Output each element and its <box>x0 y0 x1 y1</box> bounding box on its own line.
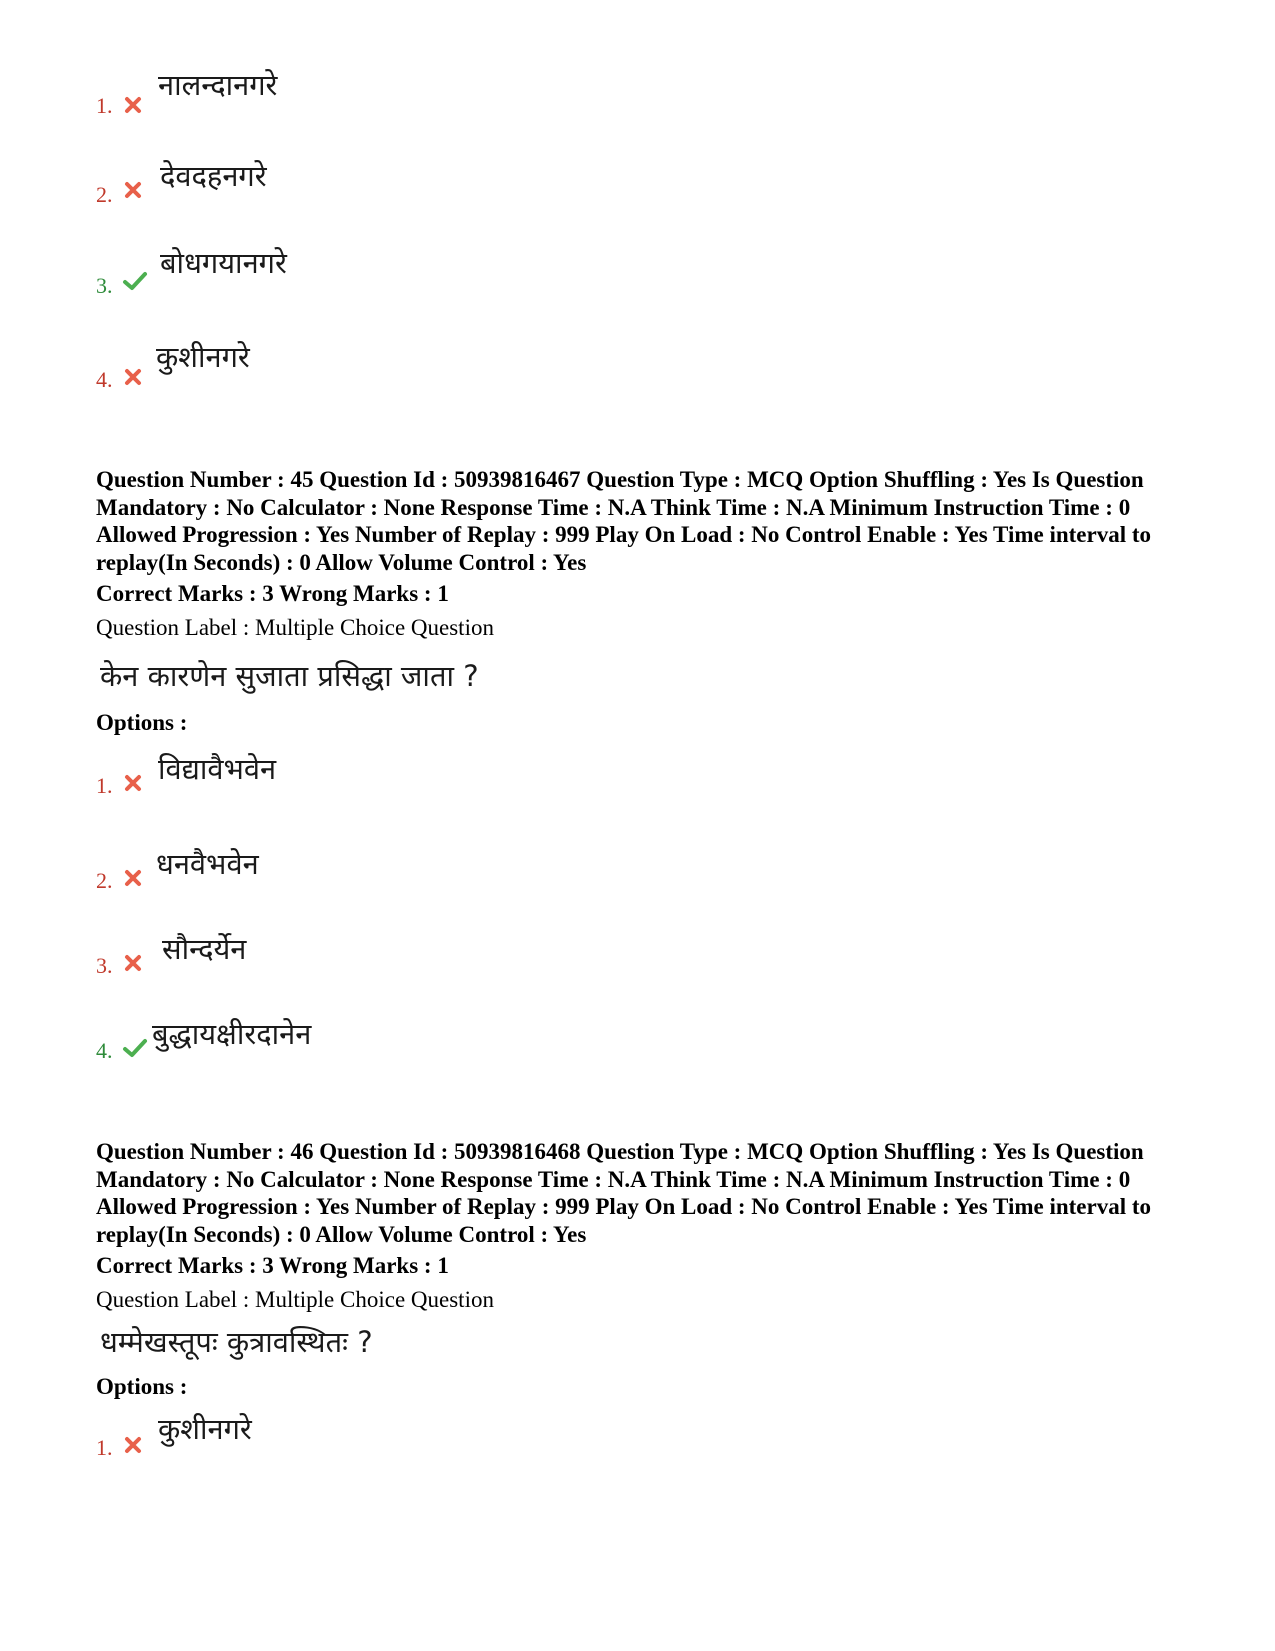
cross-icon <box>122 867 144 889</box>
cross-icon <box>122 94 144 116</box>
cross-icon <box>122 772 144 794</box>
cross-icon <box>122 366 144 388</box>
question-meta: Question Number : 46 Question Id : 50939816468 Question Type : MCQ Option Shuffling : Yes Is Question Mandatory : No Calculator : None Response Time : N.A Think Time : N.A Minimum Instruction Time : 0 Allowed Progression : Yes Number of Replay : 999 Play On Load : No Control Enable : Yes Time interval to replay(In Seconds) : 0 Allow Volume Control : Yes <box>96 1139 1152 1247</box>
option-text: देवदहनगरे <box>160 159 267 193</box>
option-text: बोधगयानगरे <box>160 246 287 280</box>
option-row <box>96 159 596 225</box>
option-number: 2. <box>96 182 113 207</box>
option-row <box>96 847 596 915</box>
option-row <box>96 246 596 316</box>
option-text: सौन्दर्येन <box>162 932 247 966</box>
question-text: केन कारणेन सुजाता प्रसिद्धा जाता ? <box>100 659 479 693</box>
option-text: बुद्धायक्षीरदानेन <box>152 1017 312 1051</box>
option-row <box>96 932 596 1000</box>
option-row <box>96 68 596 136</box>
option-number: 2. <box>96 868 113 893</box>
option-row <box>96 1412 596 1482</box>
check-icon <box>122 270 148 292</box>
check-icon <box>122 1037 148 1059</box>
marks-line: Correct Marks : 3 Wrong Marks : 1 <box>96 1253 449 1278</box>
question-text: धम्मेखस्तूपः कुत्रावस्थितः ? <box>100 1325 373 1359</box>
options-heading: Options : <box>96 1374 188 1399</box>
option-number: 1. <box>96 1435 113 1460</box>
marks-line: Correct Marks : 3 Wrong Marks : 1 <box>96 581 449 606</box>
option-row <box>96 340 596 412</box>
cross-icon <box>122 952 144 974</box>
cross-icon <box>122 179 144 201</box>
option-text: धनवैभवेन <box>156 847 259 881</box>
question-label: Question Label : Multiple Choice Question <box>96 1287 494 1312</box>
option-number: 1. <box>96 93 113 118</box>
option-text: कुशीनगरे <box>156 340 250 374</box>
question-meta: Question Number : 45 Question Id : 50939816467 Question Type : MCQ Option Shuffling : Yes Is Question Mandatory : No Calculator : None Response Time : N.A Think Time : N.A Minimum Instruction Time : 0 Allowed Progression : Yes Number of Replay : 999 Play On Load : No Control Enable : Yes Time interval to replay(In Seconds) : 0 Allow Volume Control : Yes <box>96 467 1152 575</box>
option-row <box>96 1017 596 1085</box>
option-number: 3. <box>96 273 113 298</box>
option-text: नालन्दानगरे <box>158 68 278 102</box>
option-number: 4. <box>96 1038 113 1063</box>
options-heading: Options : <box>96 710 188 735</box>
option-number: 1. <box>96 773 113 798</box>
option-number: 3. <box>96 953 113 978</box>
option-number: 4. <box>96 367 113 392</box>
option-text: कुशीनगरे <box>158 1412 252 1446</box>
cross-icon <box>122 1434 144 1456</box>
question-label: Question Label : Multiple Choice Question <box>96 615 494 640</box>
option-row <box>96 752 596 820</box>
option-text: विद्यावैभवेन <box>158 752 277 786</box>
